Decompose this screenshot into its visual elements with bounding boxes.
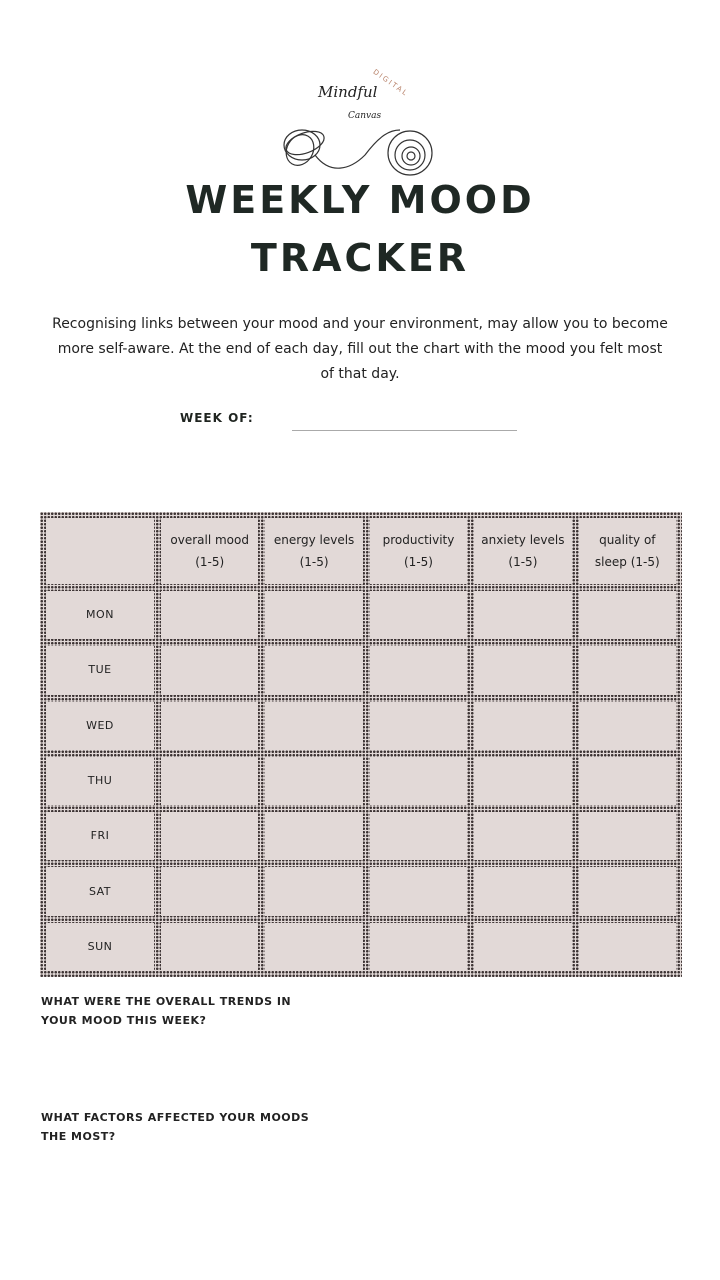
entry-cell[interactable] bbox=[579, 812, 676, 860]
entry-cell[interactable] bbox=[161, 812, 258, 860]
day-label: WED bbox=[46, 702, 154, 750]
entry-cell[interactable] bbox=[370, 702, 467, 750]
entry-cell[interactable] bbox=[474, 646, 571, 694]
entry-cell[interactable] bbox=[370, 867, 467, 915]
entry-cell[interactable] bbox=[474, 702, 571, 750]
logo-tag: DIGITAL bbox=[371, 67, 410, 99]
entry-cell[interactable] bbox=[265, 867, 362, 915]
entry-cell[interactable] bbox=[161, 923, 258, 971]
week-of-field[interactable] bbox=[292, 430, 517, 431]
entry-cell[interactable] bbox=[474, 923, 571, 971]
entry-cell[interactable] bbox=[265, 591, 362, 639]
entry-cell[interactable] bbox=[161, 757, 258, 805]
entry-cell[interactable] bbox=[370, 923, 467, 971]
title-line-1: WEEKLY MOOD bbox=[185, 178, 535, 222]
header-cell: productivity (1-5) bbox=[370, 518, 467, 584]
title-line-2: TRACKER bbox=[250, 236, 470, 280]
entry-cell[interactable] bbox=[370, 812, 467, 860]
day-label: SAT bbox=[46, 867, 154, 915]
entry-cell[interactable] bbox=[474, 591, 571, 639]
entry-cell[interactable] bbox=[161, 591, 258, 639]
entry-cell[interactable] bbox=[265, 702, 362, 750]
entry-cell[interactable] bbox=[579, 646, 676, 694]
entry-cell[interactable] bbox=[474, 867, 571, 915]
header-cell: energy levels (1-5) bbox=[265, 518, 362, 584]
entry-cell[interactable] bbox=[161, 646, 258, 694]
mood-table bbox=[40, 512, 682, 977]
entry-cell[interactable] bbox=[265, 646, 362, 694]
day-label: SUN bbox=[46, 923, 154, 971]
question-factors: WHAT FACTORS AFFECTED YOUR MOODS THE MOST? bbox=[41, 1111, 310, 1143]
entry-cell[interactable] bbox=[579, 591, 676, 639]
entry-cell[interactable] bbox=[161, 867, 258, 915]
day-label: TUE bbox=[46, 646, 154, 694]
entry-cell[interactable] bbox=[265, 923, 362, 971]
entry-cell[interactable] bbox=[370, 757, 467, 805]
logo bbox=[270, 67, 450, 180]
entry-cell[interactable] bbox=[474, 757, 571, 805]
header-cell: quality of sleep (1-5) bbox=[579, 518, 676, 584]
entry-cell[interactable] bbox=[579, 757, 676, 805]
week-of-label: WEEK OF: bbox=[180, 411, 254, 425]
entry-cell[interactable] bbox=[579, 923, 676, 971]
day-label: MON bbox=[46, 591, 154, 639]
entry-cell[interactable] bbox=[370, 591, 467, 639]
logo-sub: Canvas bbox=[348, 111, 382, 121]
entry-cell[interactable] bbox=[265, 757, 362, 805]
entry-cell[interactable] bbox=[161, 702, 258, 750]
question-trends: WHAT WERE THE OVERALL TRENDS IN YOUR MOOD THIS WEEK? bbox=[41, 995, 292, 1027]
scribble-spiral-icon bbox=[270, 75, 450, 180]
day-label: THU bbox=[46, 757, 154, 805]
entry-cell[interactable] bbox=[579, 702, 676, 750]
intro-text: Recognising links between your mood and your environment, may allow you to become more self-aware. At the end of each day, fill out the chart with the mood you felt most of that day. bbox=[52, 316, 668, 382]
day-label: FRI bbox=[46, 812, 154, 860]
entry-cell[interactable] bbox=[265, 812, 362, 860]
header-cell: overall mood (1-5) bbox=[161, 518, 258, 584]
header-cell bbox=[46, 518, 154, 584]
header-cell: anxiety levels (1-5) bbox=[474, 518, 571, 584]
logo-brand: Mindful bbox=[318, 83, 378, 101]
entry-cell[interactable] bbox=[474, 812, 571, 860]
entry-cell[interactable] bbox=[579, 867, 676, 915]
entry-cell[interactable] bbox=[370, 646, 467, 694]
